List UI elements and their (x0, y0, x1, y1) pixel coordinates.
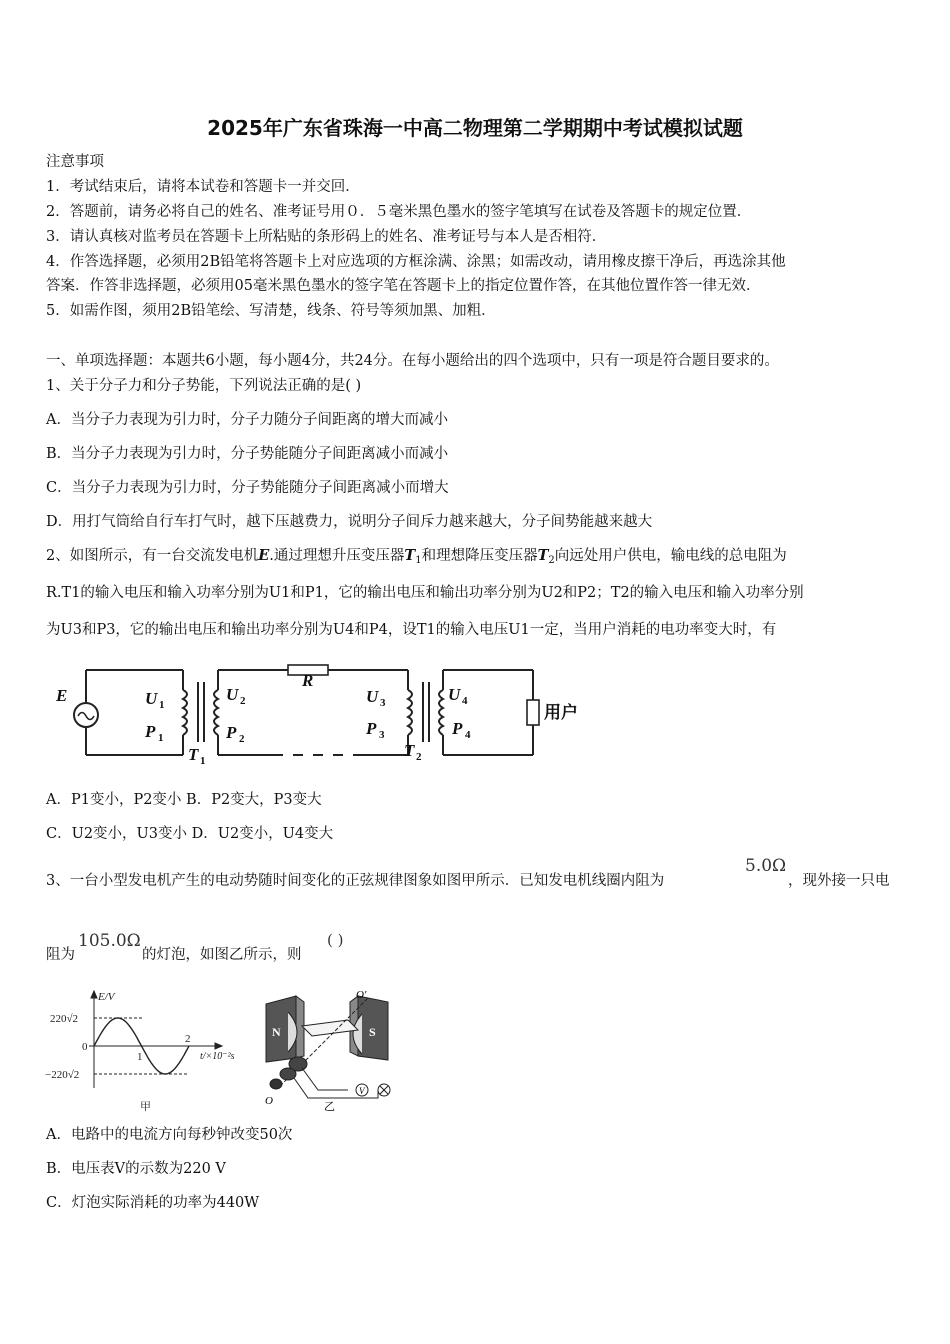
sub-p2: 2 (239, 733, 245, 745)
notice-item-1: 1．考试结束后，请将本试卷和答题卡一并交回． (46, 179, 360, 195)
label-u4: U (448, 685, 461, 704)
notice-item-2: 2．答题前，请务必将自己的姓名、准考证号用０．５毫米黑色墨水的签字笔填写在试卷及答题卡的规定位置． (46, 204, 752, 220)
notice-item-3: 3．请认真核对监考员在答题卡上所粘贴的条形码上的姓名、准考证号与本人是否相符． (46, 229, 607, 245)
label-u3: U (366, 687, 379, 706)
q3-option-a: A．电路中的电流方向每秒钟改变50次 (46, 1127, 293, 1143)
q3-paren: ( ) (327, 931, 344, 949)
q2-text: .通过理想升压变压器 (269, 548, 405, 564)
q3-text: ，现外接一只电 (788, 873, 890, 889)
q3-option-c: C．灯泡实际消耗的功率为440W (46, 1195, 260, 1211)
label-r: R (302, 671, 314, 690)
circuit-diagram (48, 660, 608, 770)
emf-graph (44, 988, 234, 1116)
q2-stem-line2: R.T1的输入电压和输入功率分别为U1和P1，它的输出电压和输出功率分别为U2和P2；T2的输入电压和输入功率分别 (46, 585, 804, 601)
graph-tick-1: 1 (137, 1051, 143, 1063)
q3-option-b: B．电压表V的示数为220 V (46, 1161, 226, 1177)
magnet-s: S (369, 1025, 376, 1039)
generator-figure (258, 986, 403, 1116)
label-p3: P (366, 719, 377, 738)
axis-o-prime: O′ (356, 989, 367, 1001)
label-e: E (56, 686, 68, 705)
graph-ymax: 220√2 (50, 1013, 79, 1025)
q1-option-c: C．当分子力表现为引力时，分子势能随分子间距离减小而增大 (46, 480, 449, 496)
sub-t1: 1 (200, 755, 206, 767)
label-p4: P (452, 719, 463, 738)
q2-symbol-t: T (404, 547, 416, 564)
sub-u3: 3 (380, 697, 386, 709)
q2-subscript: 2 (548, 555, 555, 566)
q3-internal-resistance: 5.0Ω (745, 856, 787, 876)
label-u2: U (226, 685, 239, 704)
q2-options-row2: C．U2变小，U3变小 D．U2变小，U4变大 (46, 826, 334, 842)
q3-stem-line1 (46, 871, 664, 891)
q2-text: 2、如图所示，有一台交流发电机 (46, 548, 259, 564)
q3-lamp-resistance: 105.0Ω (78, 931, 141, 951)
graph-xlabel: t/×10⁻²s (200, 1051, 234, 1062)
graph-caption: 甲 (140, 1101, 151, 1113)
notice-item-5: 5．如需作图，须用2B铅笔绘、写清楚，线条、符号等须加黑、加粗． (46, 303, 496, 319)
q2-text: 向远处用户供电，输电线的总电阻为 (554, 548, 787, 564)
notice-item-4: 4．作答选择题，必须用2B铅笔将答题卡上对应选项的方框涂满、涂黑；如需改动，请用橡皮擦干净后，再选涂其他 (46, 254, 786, 270)
sub-t2: 2 (416, 751, 422, 763)
q3-stem-line2 (46, 945, 75, 965)
q2-symbol-t: T (537, 547, 549, 564)
q1-option-d: D．用打气筒给自行车打气时，越下压越费力，说明分子间斥力越来越大，分子间势能越来越大 (46, 514, 653, 530)
sub-p1: 1 (158, 732, 164, 744)
label-p2: P (226, 723, 237, 742)
voltmeter-label: V (359, 1086, 365, 1096)
q2-options-row1: A．P1变小，P2变小 B．P2变大，P3变大 (46, 792, 322, 808)
q2-subscript: 1 (415, 555, 422, 566)
notice-heading: 注意事项 (46, 154, 104, 170)
graph-ylabel: E/V (98, 991, 115, 1003)
q1-option-a: A．当分子力表现为引力时，分子力随分子间距离的增大而减小 (46, 412, 448, 428)
axis-o: O (265, 1095, 273, 1107)
q2-text: 和理想降压变压器 (421, 548, 538, 564)
section-heading: 一、单项选择题：本题共6小题，每小题4分，共24分。在每小题给出的四个选项中，只有一项是符合题目要求的。 (46, 353, 779, 369)
notice-item-4-cont: 答案．作答非选择题，必须用05毫米黑色墨水的签字笔在答题卡上的指定位置作答，在其他位置作答一律无效． (46, 278, 761, 294)
label-p1: P (145, 722, 156, 741)
q3-text: 阻为 (46, 947, 75, 963)
q2-stem-line3: 为U3和P3，它的输出电压和输出功率分别为U4和P4，设T1的输入电压U1一定，当用户消耗的电功率变大时，有 (46, 622, 777, 638)
q1-option-b: B．当分子力表现为引力时，分子势能随分子间距离减小而减小 (46, 446, 449, 462)
q3-text: 3、一台小型发电机产生的电动势随时间变化的正弦规律图象如图甲所示．已知发电机线圈内阻为 (46, 873, 665, 889)
sub-p3: 3 (379, 729, 385, 741)
q2-symbol-e: E (258, 547, 270, 564)
sub-u2: 2 (240, 695, 246, 707)
graph-ymin: −220√2 (45, 1069, 80, 1081)
sub-u1: 1 (159, 699, 165, 711)
q3-text: 的灯泡，如图乙所示，则 (142, 947, 302, 963)
page-title: 2025年广东省珠海一中高二物理第二学期期中考试模拟试题 (207, 116, 743, 140)
q2-stem-line1 (46, 546, 787, 571)
magnet-n: N (272, 1025, 281, 1039)
label-user: 用户 (544, 703, 578, 722)
label-u1: U (145, 689, 158, 708)
q1-stem: 1、关于分子力和分子势能，下列说法正确的是( ) (46, 378, 362, 394)
label-t1: T (188, 745, 199, 764)
label-t2: T (404, 741, 415, 760)
sub-p4: 4 (465, 729, 471, 741)
sub-u4: 4 (462, 695, 468, 707)
graph-zero: 0 (82, 1041, 88, 1053)
figure-caption: 乙 (324, 1101, 335, 1113)
graph-tick-2: 2 (185, 1033, 191, 1045)
